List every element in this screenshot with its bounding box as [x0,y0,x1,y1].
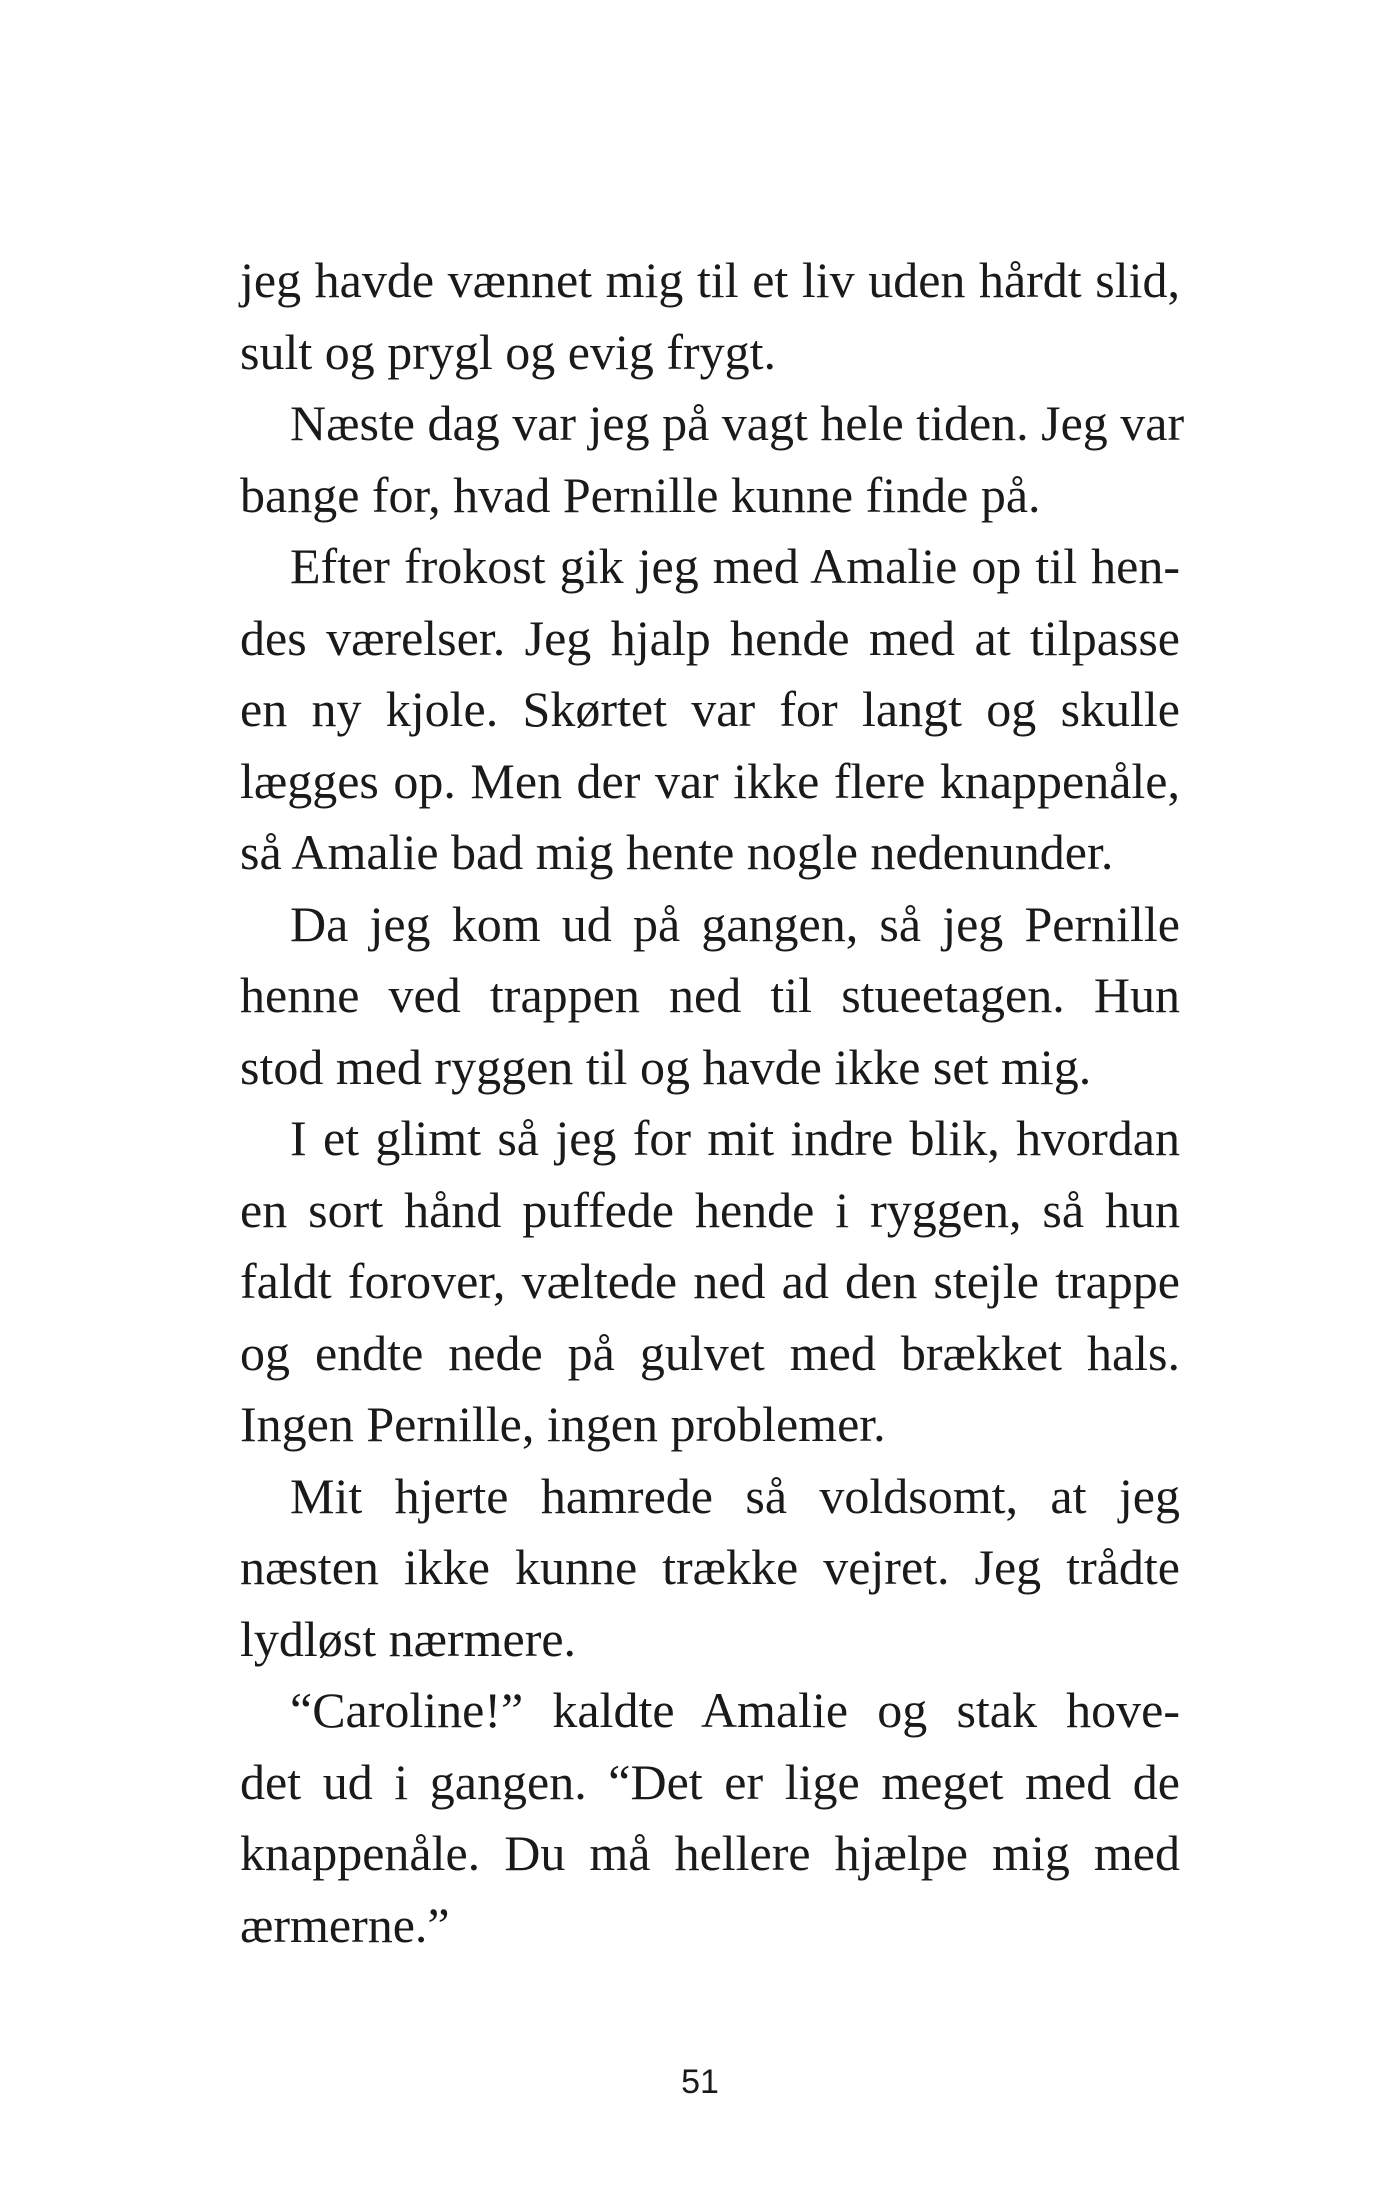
text-line: en ny kjole. Skørtet var for langt og skulle [240,681,1180,737]
text-line: Da jeg kom ud på gangen, så jeg Pernille [290,895,1180,952]
text-line: “Caroline!” kaldte Amalie og stak hove- [290,1682,1180,1738]
text-line: så Amalie bad mig hente nogle nedenunder. [240,824,1114,880]
text-line: Mit hjerte hamrede så voldsomt, at jeg [290,1467,1180,1524]
text-line: og endte nede på gulvet med brækket hals. [240,1324,1180,1381]
text-line: en sort hånd puffede hende i ryggen, så hun [240,1181,1180,1238]
page-number: 51 [681,2063,719,2101]
text-line: jeg havde vænnet mig til et liv uden hårdt slid, [240,252,1180,308]
text-line: lydløst nærmere. [240,1610,577,1667]
text-line: Næste dag var jeg på vagt hele tiden. Jeg var [290,395,1185,451]
text-line: des værelser. Jeg hjalp hende med at tilpasse [240,609,1180,666]
text-line: bange for, hvad Pernille kunne finde på. [240,466,1041,523]
text-line: lægges op. Men der var ikke flere knappenåle, [240,752,1180,809]
text-line: knappenåle. Du må hellere hjælpe mig med [240,1825,1180,1881]
text-line: Efter frokost gik jeg med Amalie op til hen- [290,538,1180,594]
text-line: I et glimt så jeg for mit indre blik, hvordan [290,1110,1180,1166]
text-line: faldt forover, væltede ned ad den stejle trappe [240,1253,1180,1309]
text-line: Ingen Pernille, ingen problemer. [240,1396,886,1452]
body-text [240,245,1185,1961]
text-line: det ud i gangen. “Det er lige meget med de [240,1753,1180,1810]
text-line: næsten ikke kunne trække vejret. Jeg trådte [240,1539,1180,1595]
text-line: ærmerne.” [240,1896,450,1953]
text-line: stod med ryggen til og havde ikke set mig. [240,1038,1092,1095]
text-line: henne ved trappen ned til stueetagen. Hun [240,967,1180,1023]
text-line: sult og prygl og evig frygt. [240,323,777,380]
